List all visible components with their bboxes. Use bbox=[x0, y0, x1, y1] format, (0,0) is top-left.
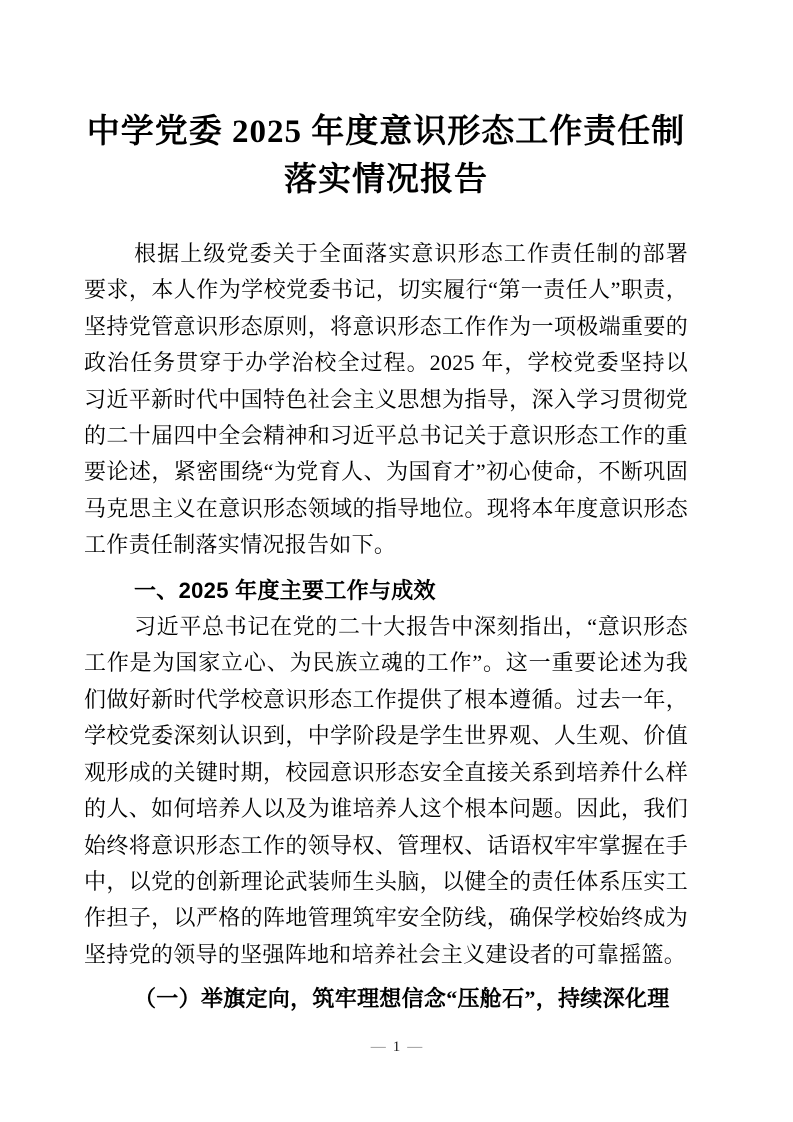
section-1-paragraph: 习近平总书记在党的二十大报告中深刻指出，“意识形态工作是为国家立心、为民族立魂的工作”。这一重要论述为我们做好新时代学校意识形态工作提供了根本遵循。过去一年，学校党委深刻认识到，中学阶段是学生世界观、人生观、价值观形成的关键时期，校园意识形态安全直接关系到培养什么样的人、如何培养人以及为谁培养人这个根本问题。因此，我们始终将意识形态工作的领导权、管理权、话语权牢牢掌握在手中，以党的创新理论武装师生头脑，以健全的责任体系压实工作担子，以严格的阵地管理筑牢安全防线，确保学校始终成为坚持党的领导的坚强阵地和培养社会主义建设者的可靠摇篮。 bbox=[84, 614, 688, 967]
page-footer bbox=[0, 1038, 793, 1056]
footer-dash-right: — bbox=[407, 1039, 423, 1055]
page-number: 1 bbox=[392, 1039, 401, 1055]
section-1-heading: 一、2025 年度主要工作与成效 bbox=[134, 577, 436, 603]
document-content bbox=[84, 108, 688, 1018]
intro-paragraph: 根据上级党委关于全面落实意识形态工作责任制的部署要求，本人作为学校党委书记，切实履行“第一责任人”职责，坚持党管意识形态原则，将意识形态工作作为一项极端重要的政治任务贯穿于办学治校全过程。2025 年，学校党委坚持以习近平新时代中国特色社会主义思想为指导，深入学习贯彻党的二十届四中全会精神和习近平总书记关于意识形态工作的重要论述，紧密围绕“为党育人、为国育才”初心使命，不断巩固马克思主义在意识形态领域的指导地位。现将本年度意识形态工作责任制落实情况报告如下。 bbox=[84, 241, 688, 558]
title-line-1: 中学党委 2025 年度意识形态工作责任制 bbox=[86, 114, 686, 150]
footer-dash-left: — bbox=[370, 1039, 386, 1055]
title-line-2: 落实情况报告 bbox=[284, 162, 488, 198]
subsection-1-heading: （一）举旗定向，筑牢理想信念“压舱石”，持续深化理 bbox=[134, 986, 670, 1012]
document-title bbox=[84, 108, 688, 204]
